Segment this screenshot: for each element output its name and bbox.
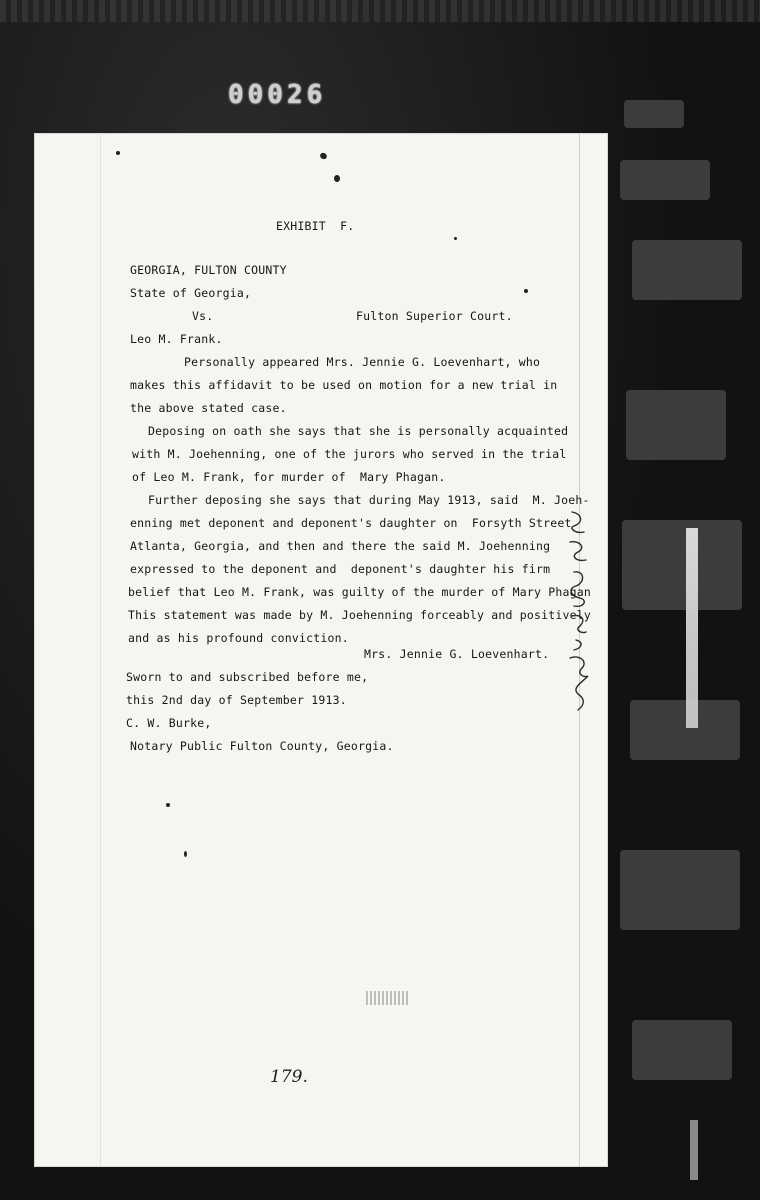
adjacent-page-marks bbox=[612, 90, 752, 1150]
jurat-date: this 2nd day of September 1913. bbox=[126, 693, 347, 707]
paragraph-1-line-1: Personally appeared Mrs. Jennie G. Loevenhart, who bbox=[184, 355, 541, 369]
paragraph-2-line-2: with M. Joehenning, one of the jurors who served in the trial bbox=[132, 447, 567, 461]
defendant-name: Leo M. Frank. bbox=[130, 332, 223, 346]
court-name: Fulton Superior Court. bbox=[356, 309, 513, 323]
paragraph-3-line-1: Further deposing she says that during May 1913, said M. Joeh- bbox=[148, 493, 590, 507]
paragraph-3-line-2: enning met deponent and deponent's daughter on Forsyth Street bbox=[130, 516, 572, 530]
margin-rule-left bbox=[100, 133, 101, 1167]
paragraph-1-line-3: the above stated case. bbox=[130, 401, 287, 415]
paragraph-3-line-4: expressed to the deponent and deponent's daughter his firm bbox=[130, 562, 551, 576]
scan-edge-stripe bbox=[0, 0, 760, 22]
affiant-signature: Mrs. Jennie G. Loevenhart. bbox=[364, 647, 550, 661]
versus-label: Vs. bbox=[192, 309, 214, 323]
smudge-mark bbox=[366, 991, 410, 1005]
exhibit-heading: EXHIBIT F. bbox=[276, 219, 355, 233]
notary-name: C. W. Burke, bbox=[126, 716, 212, 730]
paragraph-3-line-6: This statement was made by M. Joehenning forceably and positively bbox=[128, 608, 592, 622]
notary-title: Notary Public Fulton County, Georgia. bbox=[130, 739, 394, 753]
jurat-sworn: Sworn to and subscribed before me, bbox=[126, 670, 369, 684]
venue-state: State of Georgia, bbox=[130, 286, 252, 300]
paragraph-1-line-2: makes this affidavit to be used on motion for a new trial in bbox=[130, 378, 558, 392]
scan-artifact-strip-lower bbox=[690, 1120, 698, 1180]
scan-artifact-strip bbox=[686, 528, 698, 728]
page-number: 179. bbox=[270, 1067, 308, 1087]
paragraph-2-line-3: of Leo M. Frank, for murder of Mary Phagan. bbox=[132, 470, 446, 484]
affidavit-page bbox=[34, 133, 608, 1167]
paragraph-3-line-7: and as his profound conviction. bbox=[128, 631, 349, 645]
archive-stamp-number: 00026 bbox=[228, 80, 327, 110]
paragraph-3-line-5: belief that Leo M. Frank, was guilty of the murder of Mary Phagan bbox=[128, 585, 592, 599]
paragraph-2-line-1: Deposing on oath she says that she is personally acquainted bbox=[148, 424, 569, 438]
venue-county: GEORGIA, FULTON COUNTY bbox=[130, 263, 287, 277]
paragraph-3-line-3: Atlanta, Georgia, and then and there the said M. Joehenning bbox=[130, 539, 551, 553]
margin-handwritten-judge-signature bbox=[562, 508, 592, 718]
